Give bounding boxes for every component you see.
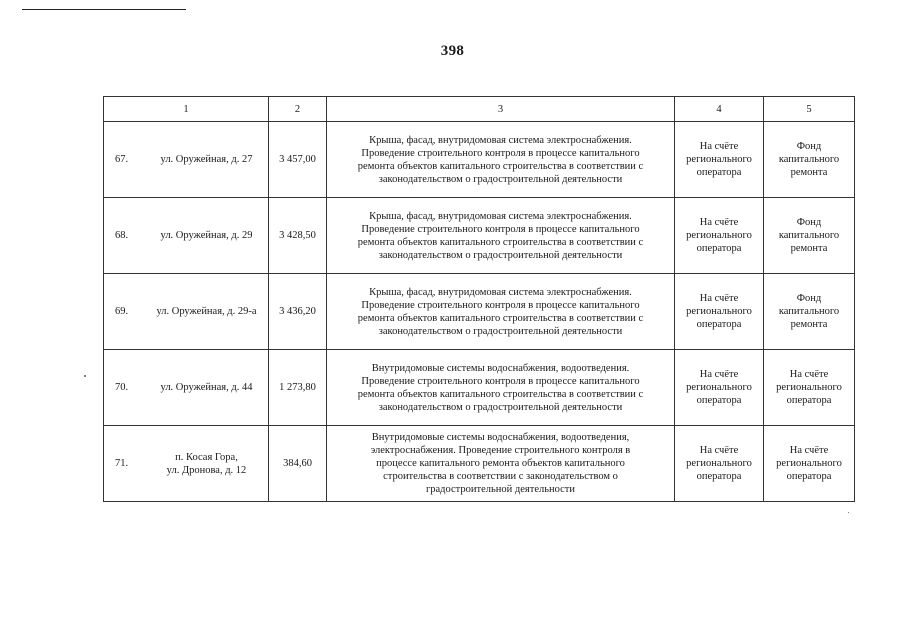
fund-line: Фонд bbox=[796, 217, 822, 228]
fund-line: Фонд bbox=[796, 293, 822, 304]
address bbox=[151, 451, 268, 477]
table-header bbox=[104, 97, 855, 122]
table-row bbox=[104, 198, 855, 274]
table-row bbox=[104, 350, 855, 426]
funding-account-line: регионального bbox=[686, 154, 752, 165]
work-line: Проведение строительного контроля в процессе капитального bbox=[361, 299, 640, 311]
area-cell: 3 436,20 bbox=[269, 274, 327, 350]
work-description-cell bbox=[327, 426, 675, 502]
work-description-cell bbox=[327, 274, 675, 350]
funding-account-line: оператора bbox=[696, 243, 742, 254]
address-cell bbox=[104, 274, 269, 350]
table-body bbox=[104, 122, 855, 502]
header-col-2: 2 bbox=[269, 97, 327, 122]
address-line: ул. Дронова, д. 12 bbox=[166, 464, 247, 476]
work-line: ремонта объектов капитального строительства в соответствии с bbox=[357, 388, 644, 400]
fund-line: Фонд bbox=[796, 141, 822, 152]
funding-account-cell bbox=[675, 426, 764, 502]
funding-account-line: оператора bbox=[696, 395, 742, 406]
area-cell: 1 273,80 bbox=[269, 350, 327, 426]
table-row bbox=[104, 122, 855, 198]
scan-speck bbox=[848, 512, 849, 513]
work-line: строительства в соответствии с законодательством о bbox=[383, 471, 618, 482]
work-description-cell bbox=[327, 122, 675, 198]
header-col-3: 3 bbox=[327, 97, 675, 122]
work-line: Проведение строительного контроля в процессе капитального bbox=[361, 223, 640, 235]
table-row bbox=[104, 274, 855, 350]
work-line: Крыша, фасад, внутридомовая система электроснабжения. bbox=[369, 286, 632, 298]
address-line: ул. Оружейная, д. 44 bbox=[160, 382, 253, 393]
page-number: 398 bbox=[440, 43, 465, 59]
work-description-cell bbox=[327, 350, 675, 426]
funding-account-cell bbox=[675, 198, 764, 274]
fund-cell bbox=[764, 198, 855, 274]
fund-line: На счёте bbox=[789, 369, 829, 380]
fund-line: капитального bbox=[778, 306, 840, 317]
fund-line: капитального bbox=[778, 154, 840, 165]
address bbox=[151, 229, 268, 242]
address-cell bbox=[104, 198, 269, 274]
area-cell: 3 457,00 bbox=[269, 122, 327, 198]
fund-line: ремонта bbox=[790, 243, 828, 254]
header-col-1: 1 bbox=[104, 97, 269, 122]
address-cell bbox=[104, 350, 269, 426]
fund-cell bbox=[764, 122, 855, 198]
row-number: 67. bbox=[115, 154, 129, 165]
fund-line: регионального bbox=[776, 382, 842, 393]
work-line: градостроительной деятельности bbox=[425, 484, 576, 495]
fund-line: оператора bbox=[786, 395, 832, 406]
work-line: Проведение строительного контроля в процессе капитального bbox=[361, 147, 640, 159]
row-number: 69. bbox=[115, 306, 129, 317]
fund-line: ремонта bbox=[790, 319, 828, 330]
funding-account-line: регионального bbox=[686, 382, 752, 393]
row-number: 71. bbox=[115, 458, 129, 469]
row-number: 70. bbox=[115, 382, 129, 393]
area-cell: 3 428,50 bbox=[269, 198, 327, 274]
work-line: законодательством о градостроительной деятельности bbox=[378, 401, 623, 413]
work-line: ремонта объектов капитального строительства в соответствии с bbox=[357, 312, 644, 324]
funding-account-line: оператора bbox=[696, 471, 742, 482]
funding-account-line: На счёте bbox=[699, 217, 739, 228]
work-line: законодательством о градостроительной деятельности bbox=[378, 325, 623, 337]
area-cell: 384,60 bbox=[269, 426, 327, 502]
work-line: законодательством о градостроительной деятельности bbox=[378, 173, 623, 185]
funding-account-line: На счёте bbox=[699, 141, 739, 152]
address-line: ул. Оружейная, д. 29 bbox=[160, 230, 253, 241]
funding-account-line: оператора bbox=[696, 167, 742, 178]
fund-line: капитального bbox=[778, 230, 840, 241]
header-col-5: 5 bbox=[764, 97, 855, 122]
funding-account-cell bbox=[675, 274, 764, 350]
funding-account-line: На счёте bbox=[699, 445, 739, 456]
fund-cell bbox=[764, 350, 855, 426]
funding-account-line: На счёте bbox=[699, 293, 739, 304]
fund-line: На счёте bbox=[789, 445, 829, 456]
row-number: 68. bbox=[115, 230, 129, 241]
address bbox=[151, 153, 268, 166]
header-col-4: 4 bbox=[675, 97, 764, 122]
address bbox=[151, 381, 268, 394]
fund-line: ремонта bbox=[790, 167, 828, 178]
fund-cell bbox=[764, 426, 855, 502]
funding-account-line: регионального bbox=[686, 230, 752, 241]
funding-account-line: На счёте bbox=[699, 369, 739, 380]
funding-account-line: регионального bbox=[686, 458, 752, 469]
work-line: процессе капитального ремонта объектов капитального bbox=[376, 458, 625, 469]
repair-schedule-table bbox=[103, 96, 855, 502]
funding-account-line: оператора bbox=[696, 319, 742, 330]
address-line: ул. Оружейная, д. 29-а bbox=[156, 306, 257, 317]
work-line: Внутридомовые системы водоснабжения, водоотведения. bbox=[371, 362, 630, 374]
funding-account-line: регионального bbox=[686, 306, 752, 317]
address-cell bbox=[104, 122, 269, 198]
top-rule bbox=[22, 9, 186, 10]
work-description-cell bbox=[327, 198, 675, 274]
address-line: п. Косая Гора, bbox=[175, 451, 238, 463]
work-line: электроснабжения. Проведение строительного контроля в bbox=[370, 445, 631, 456]
scan-speck bbox=[84, 375, 86, 377]
work-line: ремонта объектов капитального строительства в соответствии с bbox=[357, 236, 644, 248]
address-cell bbox=[104, 426, 269, 502]
fund-cell bbox=[764, 274, 855, 350]
work-line: ремонта объектов капитального строительства в соответствии с bbox=[357, 160, 644, 172]
work-line: Внутридомовые системы водоснабжения, водоотведения, bbox=[371, 432, 630, 443]
fund-line: регионального bbox=[776, 458, 842, 469]
work-line: Крыша, фасад, внутридомовая система электроснабжения. bbox=[369, 134, 632, 146]
work-line: Крыша, фасад, внутридомовая система электроснабжения. bbox=[369, 210, 632, 222]
work-line: законодательством о градостроительной деятельности bbox=[378, 249, 623, 261]
funding-account-cell bbox=[675, 350, 764, 426]
address bbox=[151, 305, 268, 318]
work-line: Проведение строительного контроля в процессе капитального bbox=[361, 375, 640, 387]
funding-account-cell bbox=[675, 122, 764, 198]
fund-line: оператора bbox=[786, 471, 832, 482]
address-line: ул. Оружейная, д. 27 bbox=[160, 154, 253, 165]
table-row bbox=[104, 426, 855, 502]
